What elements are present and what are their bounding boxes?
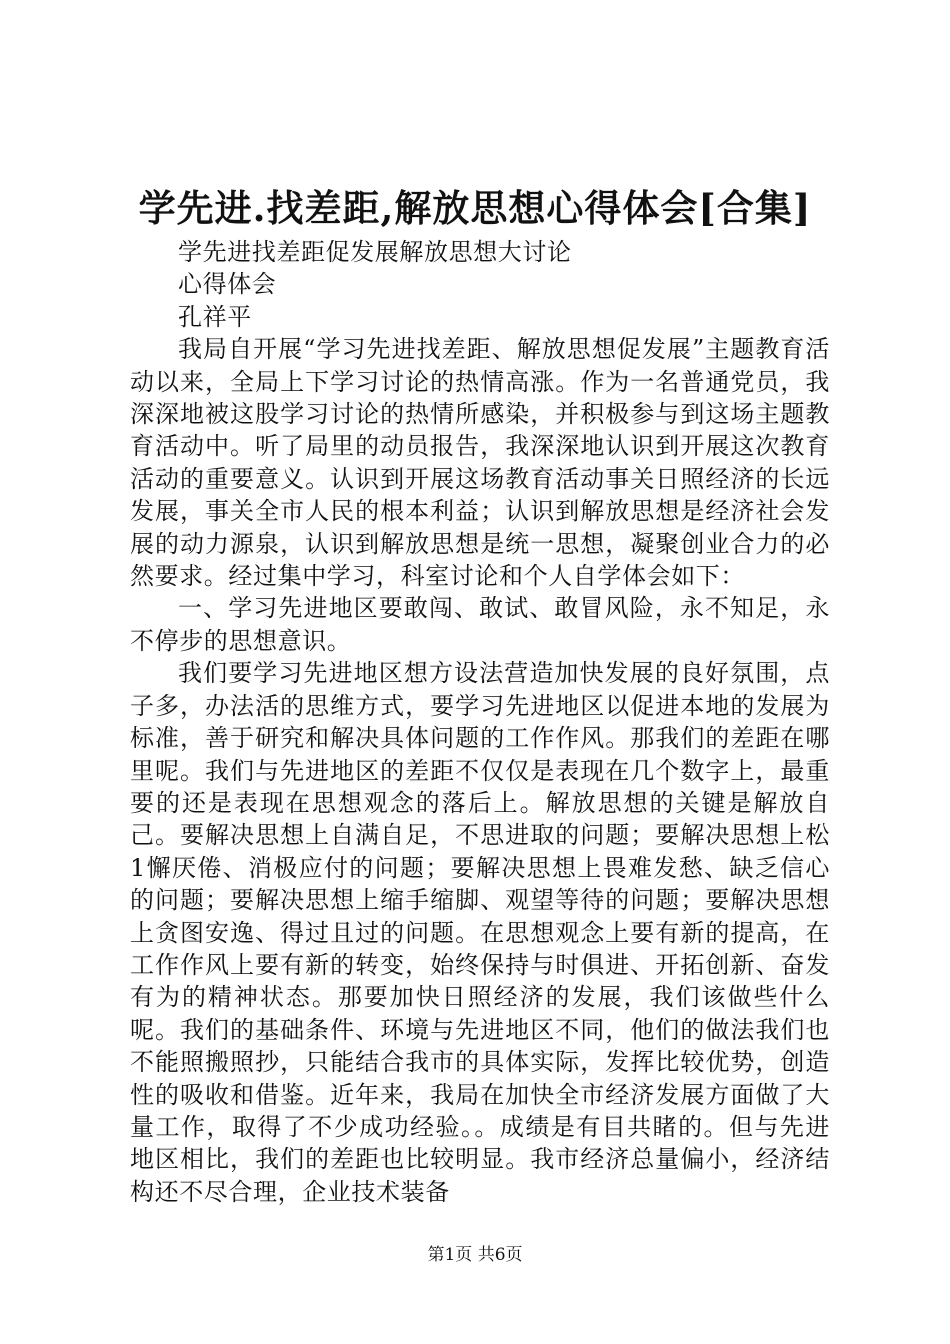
- subtitle-line-2: 心得体会: [178, 270, 277, 299]
- section-heading-1: 一、学习先进地区要敢闯、敢试、敢冒风险，永不知足，永不停步的思想意识。: [130, 594, 830, 655]
- document-title: 学先进.找差距,解放思想心得体会[合集]: [138, 186, 812, 230]
- author-name: 孔祥平: [178, 302, 252, 331]
- document-body: [130, 236, 830, 1208]
- paragraph-section-1: 我们要学习先进地区想方设法营造加快发展的良好氛围，点子多，办法活的思维方式，要学习先进地区以促进本地的发展为标准，善于研究和解决具体问题的工作作风。那我们的差距在哪里呢。我们与先进地区的差距不仅仅是表现在几个数字上，最重要的还是表现在思想观念的落后上。解放思想的关键是解放自己。要解决思想上自满自足，不思进取的问题；要解决思想上松1懈厌倦、消极应付的问题；要解决思想上畏难发愁、缺乏信心的问题；要解决思想上缩手缩脚、观望等待的问题；要解决思想上贪图安逸、得过且过的问题。在思想观念上要有新的提高，在工作作风上要有新的转变，始终保持与时俱进、开拓创新、奋发有为的精神状态。那要加快日照经济的发展，我们该做些什么呢。我们的基础条件、环境与先进地区不同，他们的做法我们也不能照搬照抄，只能结合我市的具体实际，发挥比较优势，创造性的吸收和借鉴。近年来，我局在加快全市经济发展方面做了大量工作，取得了不少成功经验。。成绩是有目共睹的。但与先进地区相比，我们的差距也比较明显。我市经济总量偏小，经济结构还不尽合理，企业技术装备: [130, 659, 830, 1206]
- paragraph-intro: 我局自开展“学习先进找差距、解放思想促发展”主题教育活动以来，全局上下学习讨论的热情高涨。作为一名普通党员，我深深地被这股学习讨论的热情所感染，并积极参与到这场主题教育活动中。听了局里的动员报告，我深深地认识到开展这次教育活动的重要意义。认识到开展这场教育活动事关日照经济的长远发展，事关全市人民的根本利益；认识到解放思想是经济社会发展的动力源泉，认识到解放思想是统一思想，凝聚创业合力的必然要求。经过集中学习，科室讨论和个人自学体会如下：: [130, 335, 830, 591]
- subtitle-line-1: 学先进找差距促发展解放思想大讨论: [178, 238, 572, 266]
- page-number-footer: 第1页 共6页: [427, 1245, 523, 1265]
